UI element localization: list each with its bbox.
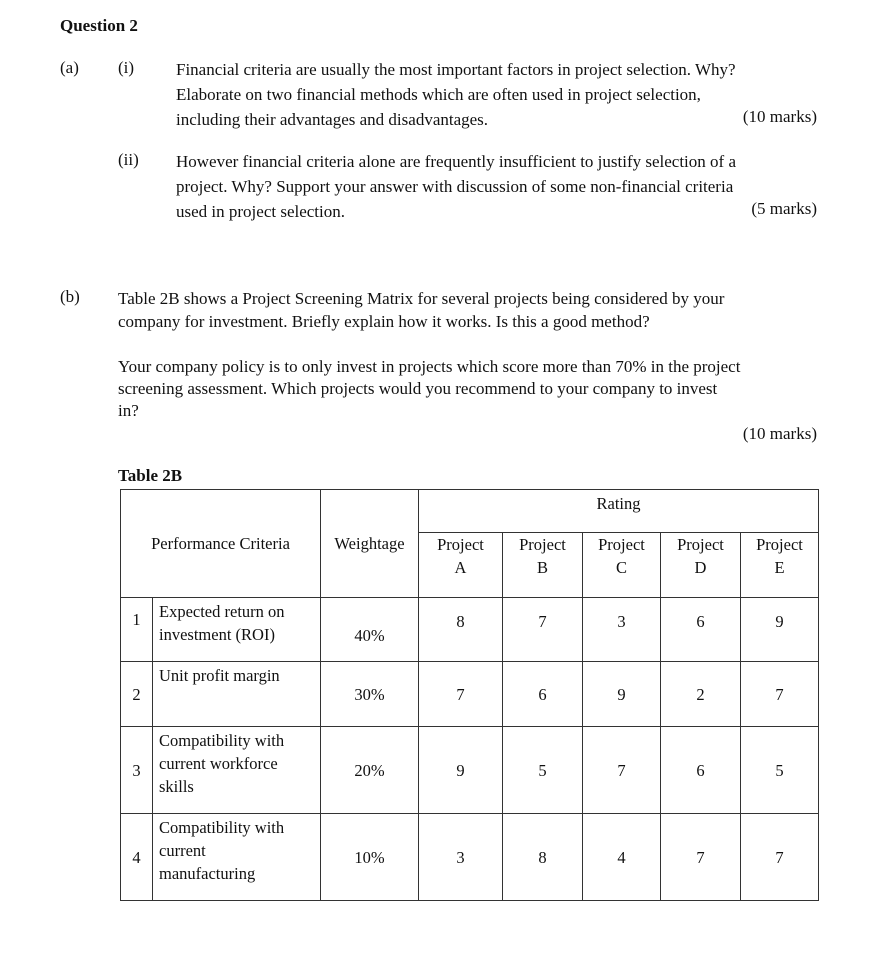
criterion-label: Compatibility with current manufacturing	[153, 814, 321, 901]
screening-matrix-table	[120, 489, 819, 901]
criterion-label: Unit profit margin	[153, 662, 321, 727]
part-a-label: (a)	[60, 58, 79, 77]
header-project-d: Project D	[661, 533, 741, 598]
header-project-a: Project A	[419, 533, 503, 598]
table-row: 1 Expected return on investment (ROI) 40% 8 7 3 6 9	[121, 598, 819, 662]
header-project-b: Project B	[503, 533, 583, 598]
table-row: 2 Unit profit margin 30% 7 6 9 2 7	[121, 662, 819, 727]
question-title: Question 2	[60, 16, 138, 35]
table-row: 3 Compatibility with current workforce skills 20% 9 5 7 6 5	[121, 727, 819, 814]
header-project-c: Project C	[583, 533, 661, 598]
part-a-ii-marks: (5 marks)	[751, 199, 817, 218]
part-b-label: (b)	[60, 287, 80, 306]
part-b-paragraph-1: Table 2B shows a Project Screening Matrix for several projects being considered by your company for investment. Briefly explain how it works. Is this a good method?	[118, 289, 725, 331]
part-a-i-label: (i)	[118, 58, 135, 77]
part-a-i-marks: (10 marks)	[742, 107, 817, 126]
header-performance-criteria: Performance Criteria	[121, 490, 321, 598]
header-weightage: Weightage	[321, 490, 419, 598]
part-a-ii-text: However financial criteria alone are frequently insufficient to justify selection of a project. Why? Support your answer with discussion of some non-financial criteria used in project selection.	[176, 152, 736, 221]
criterion-label: Compatibility with current workforce skills	[153, 727, 321, 814]
part-b-paragraph-2: Your company policy is to only invest in projects which score more than 70% in the project screening assessment. Which projects would you recommend to your company to invest in?	[118, 357, 741, 420]
table-row: 4 Compatibility with current manufacturing 10% 3 8 4 7 7	[121, 814, 819, 901]
part-a-i-text: Financial criteria are usually the most important factors in project selection. Why? Elaborate on two financial methods which are often used in project selection, including their advantages and disadvantages.	[176, 60, 736, 129]
part-b-marks: (10 marks)	[742, 424, 817, 443]
criterion-label: Expected return on investment (ROI)	[153, 598, 321, 662]
part-a-ii-label: (ii)	[118, 150, 139, 169]
header-project-e: Project E	[741, 533, 819, 598]
table-caption: Table 2B	[118, 466, 183, 485]
header-rating: Rating	[419, 490, 819, 533]
